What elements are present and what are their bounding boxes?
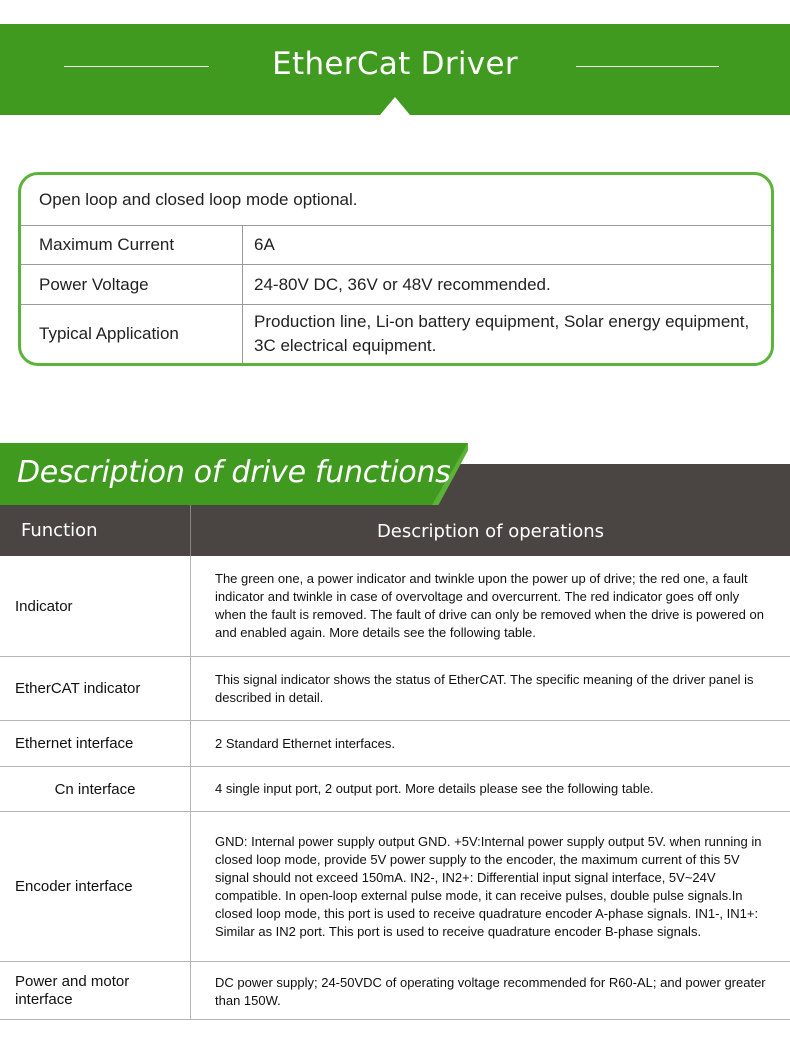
description-cell: 2 Standard Ethernet interfaces. (215, 735, 395, 751)
function-cell: EtherCAT indicator (0, 657, 191, 720)
table-header (0, 505, 790, 556)
spec-intro: Open loop and closed loop mode optional. (21, 175, 771, 226)
spec-value: 24-80V DC, 36V or 48V recommended. (254, 274, 551, 294)
header-description: Description of operations (376, 521, 605, 542)
spec-label: Maximum Current (21, 226, 243, 264)
function-cell: Ethernet interface (0, 721, 191, 766)
description-cell: This signal indicator shows the status of EtherCAT. The specific meaning of the driver panel is described in detail. (215, 671, 754, 705)
section-title: Description of drive functions (17, 455, 451, 490)
description-cell: GND: Internal power supply output GND. +5V:Internal power supply output 5V. when running in closed loop mode, provide 5V power supply to the encoder, the maximum current of this 5V signal should not exceed 150mA. IN2-, IN2+: Differential input signal interface, 5V~24V compatible. In open-loop external pulse mode, it can receive pulses, double pulse signals.In closed loop mode, this port is used to receive quadrature encoder A-phase signals. IN1-, IN1+: Similar as IN2 port. This port is used to receive quadrature encoder B-phase signals. (215, 833, 762, 939)
banner-notch (380, 97, 410, 115)
spec-value: 6A (254, 235, 275, 254)
table-row (0, 721, 790, 767)
spec-label: Power Voltage (21, 265, 243, 304)
function-cell: Indicator (0, 556, 191, 656)
spec-label: Typical Application (21, 305, 243, 363)
page-title: EtherCat Driver (272, 46, 518, 82)
table-row (0, 812, 790, 962)
table-row (0, 767, 790, 812)
function-cell: Cn interface (0, 767, 191, 811)
spec-row (21, 226, 771, 265)
spec-row (21, 265, 771, 305)
description-cell: The green one, a power indicator and twinkle upon the power up of drive; the red one, a fault indicator and twinkle in case of overvoltage and overcurrent. The red indicator goes off only when the fault is removed. The fault of drive can only be removed when the drive is powered on and enabled again. More details see the following table. (215, 571, 764, 640)
spec-box (18, 172, 774, 366)
function-cell: Encoder interface (0, 812, 191, 961)
spec-row (21, 305, 771, 363)
description-cell: DC power supply; 24-50VDC of operating voltage recommended for R60-AL; and power greater than 150W. (215, 975, 766, 1008)
function-table (0, 505, 790, 1020)
function-cell: Power and motor interface (0, 962, 191, 1019)
header-function: Function (0, 505, 191, 556)
banner-divider-right (576, 66, 719, 67)
table-row (0, 556, 790, 657)
description-cell: 4 single input port, 2 output port. More details please see the following table. (215, 781, 654, 796)
spec-value: Production line, Li-on battery equipment, Solar energy equipment, 3C electrical equipment. (254, 312, 750, 355)
table-row (0, 657, 790, 721)
table-row (0, 962, 790, 1020)
